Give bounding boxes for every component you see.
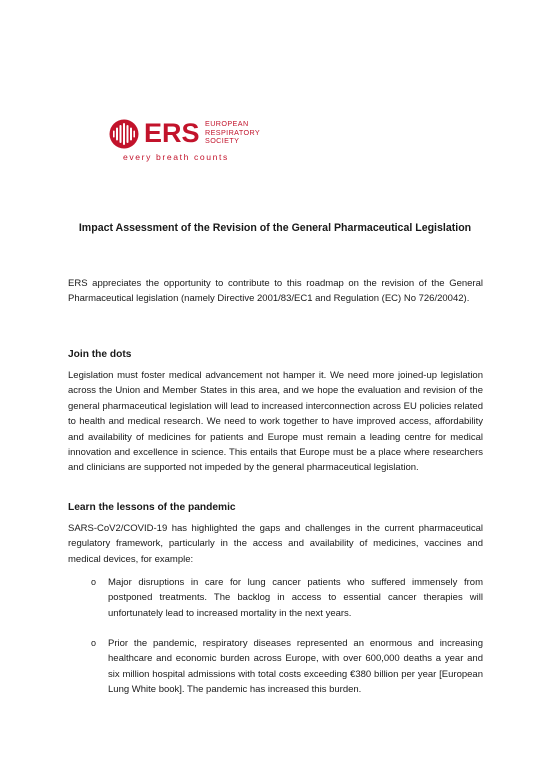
circle-bullet-icon: o	[91, 638, 97, 648]
document-title: Impact Assessment of the Revision of the General Pharmaceutical Legislation	[78, 222, 472, 234]
logo-name-line: SOCIETY	[205, 136, 240, 146]
logo-tagline: every breath counts	[123, 152, 229, 162]
section-body: Legislation must foster medical advancement not hamper it. We need more joined-up legislation across the Union and Member States in this area, and we hope the evaluation and revision of the general pharmaceutical legislation will lead to increased interconnection across EU policies related to health and medical research. We need to work together to have improved access, affordability and availability of medicines for patients and Europe must remain a leading centre for medical innovation and excellence in science. This entails that Europe must be a place where researchers and clinicians are supported not impeded by the general pharmaceutical legislation.	[68, 370, 483, 474]
list-item-text: Major disruptions in care for lung cancer patients who suffered immensely from postponed treatments. The backlog in access to essential cancer therapies will unfortunately lead to increased mortality in the next years.	[108, 577, 483, 619]
logo-name-line: EUROPEAN	[205, 119, 249, 128]
section-heading: Learn the lessons of the pandemic	[68, 502, 236, 513]
intro-paragraph: ERS appreciates the opportunity to contribute to this roadmap on the revision of the General Pharmaceutical legislation (namely Directive 2001/83/EC1 and Regulation (EC) No 726/20042).	[68, 278, 483, 305]
logo-organisation-name	[205, 120, 260, 146]
section-body: SARS-CoV2/COVID-19 has highlighted the gaps and challenges in the current pharmaceutical regulatory framework, particularly in the access and availability of medicines, vaccines and medical devices, for example:	[68, 523, 483, 565]
list-item	[91, 636, 483, 698]
logo-name-line: RESPIRATORY	[205, 127, 261, 137]
circle-bullet-icon: o	[91, 577, 97, 587]
logo-abbreviation: ERS	[144, 118, 200, 148]
ers-lung-logo-icon	[109, 119, 139, 149]
list-item-text: Prior the pandemic, respiratory diseases represented an enormous and increasing healthcare and economic burden across Europe, with over 600,000 deaths a year and six million hospital admissions with total costs exceeding €380 billion per year [European Lung White book]. The pandemic has increased this burden.	[108, 638, 483, 696]
section-heading: Join the dots	[68, 349, 132, 360]
ers-logo	[109, 117, 309, 167]
list-item	[91, 575, 483, 621]
